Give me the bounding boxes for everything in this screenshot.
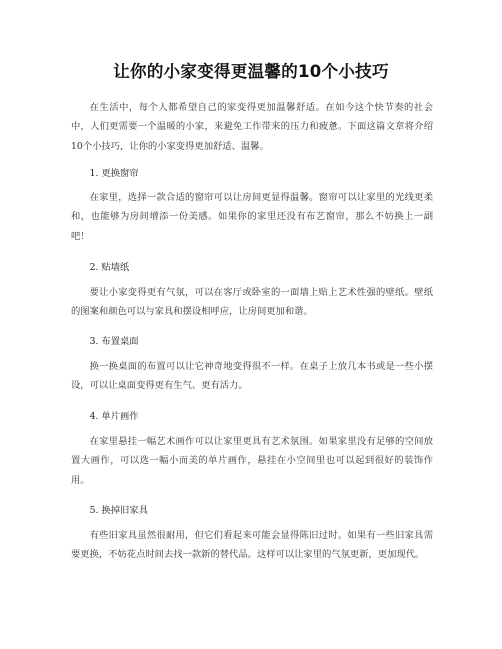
section-heading: 5. 换掉旧家具 [89,505,148,516]
section-1-body [71,188,433,246]
section-text: 要让小家变得更有气氛，可以在客厅或卧室的一面墙上贴上艺术性强的壁纸。壁纸的图案和颜色可以与家具和摆设相呼应，让房间更加和谐。 [71,287,433,318]
section-3-body [71,357,433,396]
intro-text: 在生活中，每个人都希望自己的家变得更加温馨舒适。在如今这个快节奏的社会中，人们更需要一个温暖的小家，来避免工作带来的压力和疲惫。下面这篇文章将介绍10个小技巧，让你的小家变得更加舒适、温馨。 [71,102,433,152]
section-3-heading-block [71,332,433,351]
document-title: 让你的小家变得更温馨的10个小技巧 [113,62,389,81]
section-5-heading-block [71,501,433,520]
section-heading: 3. 布置桌面 [89,336,139,347]
section-text: 有些旧家具虽然很耐用，但它们看起来可能会显得陈旧过时。如果有一些旧家具需要更换，不妨花点时间去找一款新的替代品。这样可以让家里的气氛更新，更加现代。 [71,530,433,561]
section-4-heading-block [71,407,433,426]
section-text: 换一换桌面的布置可以让它神奇地变得很不一样。在桌子上放几本书或是一些小摆设，可以让桌面变得更有生气、更有活力。 [71,361,433,392]
section-1-heading-block [71,164,433,183]
intro-paragraph [71,98,433,156]
section-text: 在家里，选择一款合适的窗帘可以让房间更显得温馨。窗帘可以让家里的光线更柔和，也能够为房间增添一份美感。如果你的家里还没有布艺窗帘，那么不妨换上一副吧！ [71,192,433,242]
section-5-body [71,526,433,565]
section-heading: 2. 贴墙纸 [89,262,130,273]
section-heading: 1. 更换窗帘 [89,168,139,179]
section-heading: 4. 单片画作 [89,411,139,422]
section-text: 在家里悬挂一幅艺术画作可以让家里更具有艺术氛围。如果家里没有足够的空间放置大画作，可以选一幅小而美的单片画作，悬挂在小空间里也可以起到很好的装饰作用。 [71,436,433,486]
section-2-body [71,283,433,322]
section-4-body [71,432,433,490]
section-2-heading-block [71,258,433,277]
